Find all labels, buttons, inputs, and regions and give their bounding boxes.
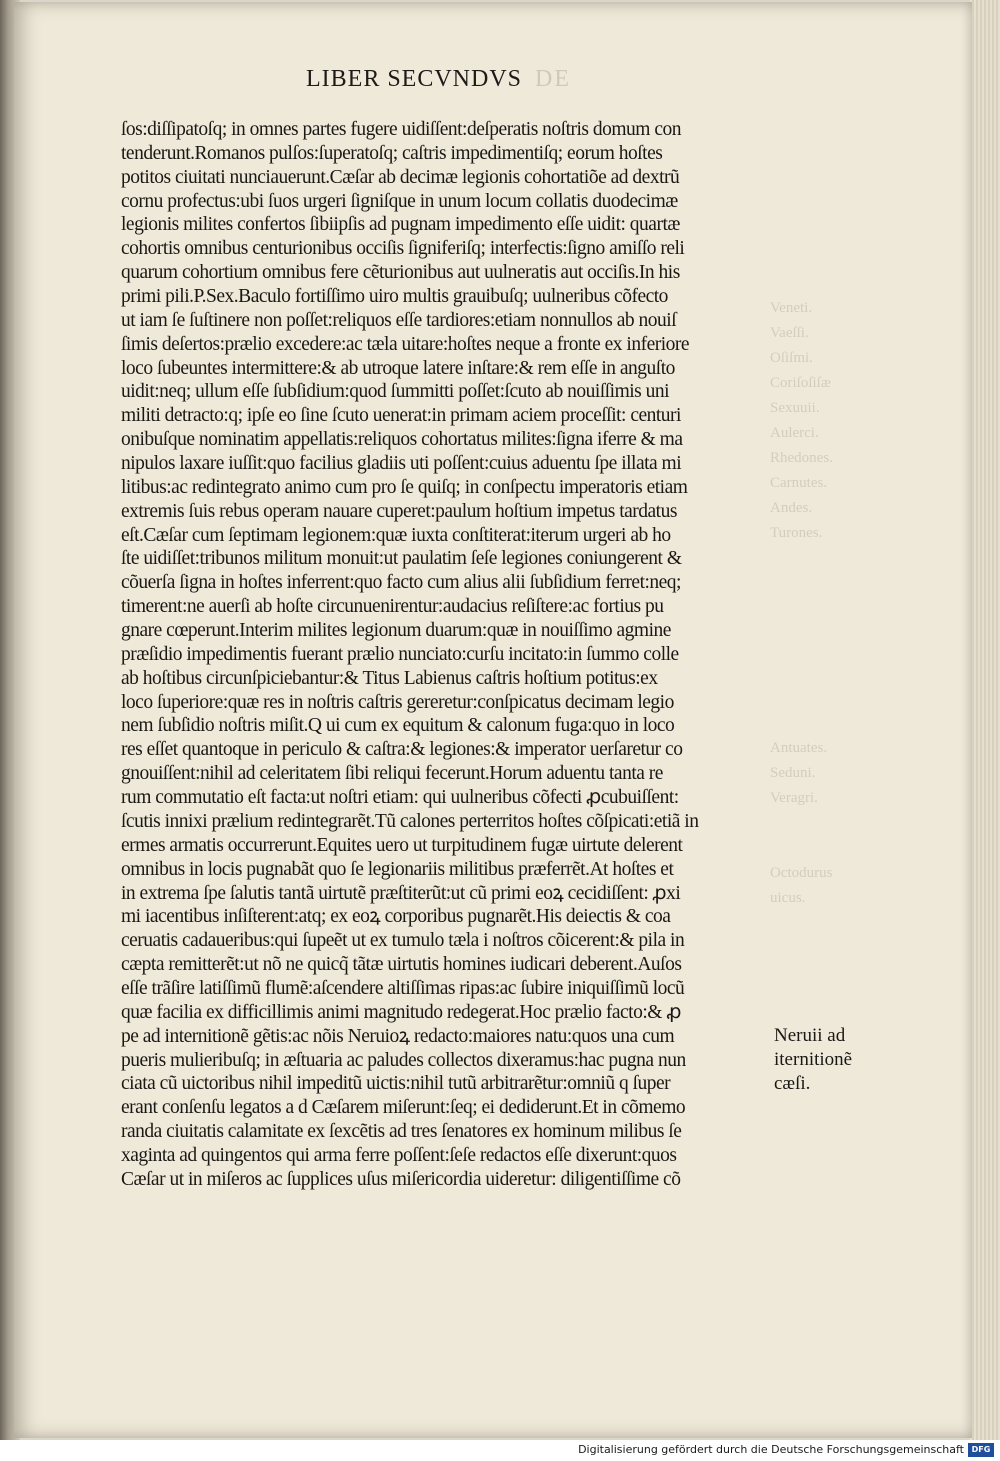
text-line: erant conſenſu legatos a d Cæſarem miſerunt:ſeq; ei dediderunt.Et in cõmemo <box>121 1097 686 1119</box>
text-line: præſidio impedimentis fuerant prælio nunciato:curſu incitato:in ſummo colle <box>121 643 679 665</box>
text-line: quæ facilia ex difficillimis animi magnitudo redegerat.Hoc prælio facto:& ꝓ <box>121 1001 681 1023</box>
text-line: legionis milites confertos ſibiipſis ad pugnam impedimento eſſe uidit: quartæ <box>121 214 680 236</box>
show-through-note: Aulerci. <box>770 425 819 441</box>
show-through-note: Vaeſſi. <box>770 325 809 341</box>
show-through-note: Antuates. <box>770 740 828 756</box>
footer-credit: Digitalisierung gefördert durch die Deutsche Forschungsgemeinschaft <box>578 1443 964 1456</box>
text-line: omnibus in locis pugnabãt quo ſe legionariis militibus præferrẽt.At hoſtes et <box>121 858 674 880</box>
text-line: onibuſque nominatim appellatis:reliquos cohortatus milites:ſigna iferre & ma <box>121 429 683 451</box>
show-through-note: Veragri. <box>770 790 818 806</box>
text-line: cohortis omnibus centurionibus occiſis ſigniferiſq; interfectis:ſigno amiſſo reli <box>121 238 685 260</box>
show-through-note: Sexuuii. <box>770 400 820 416</box>
margin-note-line: cæſi. <box>774 1073 811 1094</box>
page-stack-edge <box>970 0 1000 1440</box>
show-through-head: DE <box>535 66 571 92</box>
running-head: LIBER SECVNDVS <box>306 66 523 92</box>
text-line: cõuerſa ſigna in hoſtes inferrent:quo facto cum alius alii ſubſidium ferret:neq; <box>121 572 681 594</box>
text-line: cæpta remitterẽt:ut nõ ne quicq̃ tãtæ uirtutis homines iudicari deberent.Auſos <box>121 954 682 976</box>
text-line: mi iacentibus inſiſterent:atq; ex eoꝝ corporibus pugnarẽt.His deiectis & coa <box>121 906 671 928</box>
text-line: cornu profectus:ubi ſuos urgeri ſigniſque in unum locum collatis duodecimæ <box>121 190 678 212</box>
text-line: ſte uidiſſet:tribunos militum monuit:ut paulatim ſeſe legiones coniungerent & <box>121 548 682 570</box>
text-line: pueris mulieribuſq; in æſtuaria ac paludes collectos dixeramus:hac pugna nun <box>121 1049 686 1071</box>
show-through-note: Andes. <box>770 500 813 516</box>
dfg-logo-icon: DFG <box>968 1443 994 1457</box>
show-through-note: Oſiſmi. <box>770 350 813 366</box>
text-line: tenderunt.Romanos pulſos:ſuperatoſq; caſtris impedimentiſq; eorum hoſtes <box>121 142 663 164</box>
text-line: rum commutatio eſt facta:ut noſtri etiam: qui uulneribus cõfecti ꝓcubuiſſent: <box>121 787 679 809</box>
show-through-note: Seduni. <box>770 765 816 781</box>
text-line: ciata cũ uictoribus nihil impeditũ uictis:nihil tutũ arbitrarẽtur:omniũ q ſuper <box>121 1073 671 1095</box>
text-line: pe ad internitionẽ gẽtis:ac nõis Neruioꝝ redacto:maiores natu:quos una cum <box>121 1025 675 1047</box>
text-line: ermes armatis occurrerunt.Equites uero ut turpitudinem fugæ uirtute delerent <box>121 834 683 856</box>
digitization-footer <box>0 1440 1000 1461</box>
margin-note <box>774 1024 894 1096</box>
text-line: timerent:ne auerſi ab hoſte circunuenirentur:audacius reſiſtere:ac fortius pu <box>121 596 664 618</box>
show-through-note: Carnutes. <box>770 475 828 491</box>
text-line: loco ſubeuntes intermittere:& ab utroque latere inſtare:& rem eſſe in anguſto <box>121 357 675 379</box>
text-line: in extrema ſpe ſalutis tantã uirtutẽ præſtiterũt:ut cũ primi eoꝝ cecidiſſent: ꝓxi <box>121 882 681 904</box>
text-line: gnouiſſent:nihil ad celeritatem ſibi reliqui fecerunt.Horum aduentu tanta re <box>121 763 663 785</box>
text-line: extremis ſuis rebus operam nauare cuperet:paulum hoſtium impetus tardatus <box>121 500 677 522</box>
text-line: uidit:neq; ullum eſſe ſubſidium:quod ſummitti poſſet:ſcuto ab nouiſſimis uni <box>121 381 670 403</box>
text-line: militi detracto:q; ipſe eo ſine ſcuto uenerat:in primam aciem proceſſit: centuri <box>121 405 681 427</box>
text-line: eſt.Cæſar cum ſeptimam legionem:quæ iuxta conſtiterat:iterum urgeri ab ho <box>121 524 671 546</box>
text-line: litibus:ac redintegrato animo cum pro ſe quiſq; in conſpectu imperatoris etiam <box>121 476 688 498</box>
show-through-note: Coriſoſiſæ <box>770 375 831 391</box>
text-line: Cæſar ut in miſeros ac ſupplices uſus miſericordia uideretur: diligentiſſime cõ <box>121 1168 681 1190</box>
text-line: nipulos laxare iuſſit:quo facilius gladiis uti poſſent:cuius aduentu ſpe illata mi <box>121 453 682 475</box>
text-line: ut iam ſe ſuſtinere non poſſet:reliquos eſſe tardiores:etiam nonnullos ab nouiſ <box>121 309 677 331</box>
text-line: ceruatis cadaueribus:qui ſupeẽt ut ex tumulo tæla i noſtros cõicerent:& pila in <box>121 930 685 952</box>
text-line: loco ſuperiore:quæ res in noſtris caſtris gereretur:conſpicatus decimam legio <box>121 691 674 713</box>
show-through-note: Rhedones. <box>770 450 833 466</box>
text-line: ab hoſtibus circunſpiciebantur:& Titus Labienus caſtris hoſtium potitus:ex <box>121 667 658 689</box>
text-line: randa ciuitatis calamitate ex ſexcẽtis ad tres ſenatores ex hominum milibus ſe <box>121 1121 682 1143</box>
text-line: nem ſubſidio noſtris miſit.Q ui cum ex equitum & calonum fuga:quo in loco <box>121 715 675 737</box>
text-line: gnare cœperunt.Interim milites legionum duarum:quæ in nouiſſimo agmine <box>121 620 671 642</box>
text-line: eſſe trãſire latiſſimũ flumẽ:aſcendere altiſſimas ripas:ac ſubire iniquiſſimũ locũ <box>121 977 685 999</box>
text-line: quarum cohortium omnibus fere cẽturionibus aut uulneratis aut occiſis.In his <box>121 262 680 284</box>
show-through-note: Octodurus <box>770 865 833 881</box>
text-line: ſimis deſertos:prælio excedere:ac tæla uitare:hoſtes neque a fronte ex inferiore <box>121 333 690 355</box>
show-through-note: Veneti. <box>770 300 813 316</box>
show-through-note: Turones. <box>770 525 823 541</box>
text-line: potitos ciuitati nunciauerunt.Cæſar ab decimæ legionis cohortatiõe ad dextrũ <box>121 166 680 188</box>
main-text-block <box>121 118 771 1192</box>
text-line: primi pili.P.Sex.Baculo fortiſſimo uiro multis grauibuſq; uulneribus cõfecto <box>121 286 668 308</box>
text-line: res eſſet quantoque in periculo & caſtra:& legiones:& imperator uerſaretur co <box>121 739 683 761</box>
margin-note-line: Neruii ad <box>774 1025 846 1046</box>
text-line: ſcutis innixi prælium redintegrarẽt.Tũ calones perterritos hoſtes cõſpicati:etiã in <box>121 810 699 832</box>
show-through-note: uicus. <box>770 890 806 906</box>
text-line: ſos:diſſipatoſq; in omnes partes fugere uidiſſent:deſperatis noſtris domum con <box>121 119 681 140</box>
margin-note-line: iternitionẽ <box>774 1049 853 1070</box>
text-line: xaginta ad quingentos qui arma ferre poſſent:ſeſe redactos eſſe dixerunt:quos <box>121 1144 677 1166</box>
